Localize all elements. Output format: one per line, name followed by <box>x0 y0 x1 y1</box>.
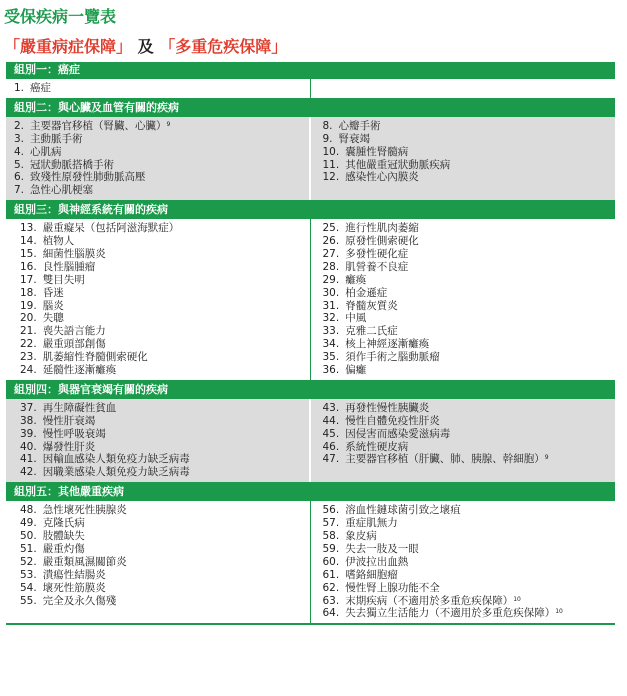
item-text: 系統性硬皮病 <box>345 440 409 453</box>
item-text: 細菌性腦膜炎 <box>42 248 106 261</box>
disease-item <box>6 543 310 556</box>
disease-item <box>311 312 616 325</box>
item-number: 36. <box>322 364 340 377</box>
item-number: 42. <box>20 466 37 479</box>
disease-item <box>6 146 309 159</box>
disease-table <box>6 62 615 625</box>
group-header: 組別一：癌症 <box>6 62 615 78</box>
item-number: 17. <box>20 273 37 286</box>
item-number: 4. <box>14 145 25 158</box>
item-number: 53. <box>20 568 37 581</box>
disease-item <box>311 530 616 543</box>
item-number: 29. <box>322 273 340 286</box>
item-number: 20. <box>20 312 37 325</box>
item-text: 感染性心內膜炎 <box>345 171 419 184</box>
item-text: 潰瘍性結腸炎 <box>42 568 106 581</box>
item-number: 49. <box>20 517 37 530</box>
item-number: 16. <box>20 260 37 273</box>
item-text: 心瓣手術 <box>338 119 381 132</box>
item-number: 62. <box>322 581 340 594</box>
item-text: 原發性側索硬化 <box>345 235 419 248</box>
item-text: 心肌病 <box>30 145 62 158</box>
item-number: 45. <box>322 427 340 440</box>
item-number: 43. <box>322 401 340 414</box>
item-number: 48. <box>20 504 37 517</box>
item-number: 15. <box>20 248 37 261</box>
item-number: 59. <box>322 542 340 555</box>
disease-item <box>6 364 310 377</box>
item-number: 57. <box>322 517 340 530</box>
disease-item <box>6 466 309 479</box>
disease-item <box>6 184 309 197</box>
item-text: 腦炎 <box>42 299 64 312</box>
item-text: 壞死性筋膜炎 <box>42 581 106 594</box>
item-text: 主要器官移植（肝臟、肺、胰腺、幹細胞） <box>345 453 545 466</box>
item-number: 14. <box>20 235 37 248</box>
disease-item <box>6 582 310 595</box>
item-text: 植物人 <box>42 235 75 248</box>
disease-item <box>6 415 309 428</box>
item-text: 腎衰竭 <box>338 132 371 145</box>
item-number: 3. <box>14 132 25 145</box>
item-number: 28. <box>322 260 340 273</box>
page-subtitle <box>4 34 287 57</box>
item-text: 囊腫性腎髓病 <box>345 145 409 158</box>
item-text: 克雅二氏症 <box>345 325 398 338</box>
group-body <box>6 218 615 382</box>
item-number: 63. <box>322 594 340 607</box>
item-number: 33. <box>322 325 340 338</box>
item-number: 60. <box>322 555 340 568</box>
group-header: 組別四：與器官衰竭有關的疾病 <box>6 382 615 398</box>
item-text: 喪失語言能力 <box>42 325 106 338</box>
disease-item <box>6 325 310 338</box>
disease-item <box>6 556 310 569</box>
disease-item <box>6 351 310 364</box>
item-number: 46. <box>322 440 340 453</box>
item-number: 51. <box>20 542 37 555</box>
disease-item <box>311 543 616 556</box>
item-number: 52. <box>20 555 37 568</box>
column-left <box>6 399 311 482</box>
item-text: 須作手術之腦動脈瘤 <box>345 351 440 364</box>
item-text: 失去一肢及一眼 <box>345 542 419 555</box>
disease-item <box>6 569 310 582</box>
disease-item <box>6 441 309 454</box>
group-body <box>6 500 615 625</box>
item-text: 冠狀動脈搭橋手術 <box>30 158 115 171</box>
item-number: 23. <box>20 351 37 364</box>
item-text: 再生障礙性貧血 <box>42 401 117 414</box>
disease-item <box>311 171 616 184</box>
disease-item <box>6 274 310 287</box>
item-text: 嚴重灼傷 <box>42 542 85 555</box>
disease-item <box>311 300 616 313</box>
item-text: 急性壞死性胰腺炎 <box>42 504 127 517</box>
column-left <box>6 117 311 200</box>
item-number: 5. <box>14 158 25 171</box>
column-left <box>6 501 311 623</box>
item-text: 失去獨立生活能力（不適用於多重危疾保障） <box>345 607 556 620</box>
item-number: 10. <box>322 145 340 158</box>
subtitle-conjunction: 及 <box>137 37 154 56</box>
item-number: 55. <box>20 594 37 607</box>
item-number: 44. <box>322 414 340 427</box>
disease-item <box>6 517 310 530</box>
item-text: 進行性肌肉萎縮 <box>345 222 419 235</box>
footnote-marker: 10 <box>513 595 521 603</box>
item-number: 12. <box>322 171 340 184</box>
item-text: 嚴重頭部創傷 <box>42 338 106 351</box>
item-number: 1. <box>14 82 25 94</box>
disease-item <box>311 402 616 415</box>
item-number: 30. <box>322 286 340 299</box>
footnote-marker: 9 <box>544 454 549 462</box>
item-number: 8. <box>322 119 333 132</box>
item-number: 56. <box>322 504 340 517</box>
item-number: 38. <box>20 414 37 427</box>
disease-item <box>311 556 616 569</box>
disease-item <box>6 133 309 146</box>
item-text: 因輸血感染人類免疫力缺乏病毒 <box>42 453 190 466</box>
column-right <box>311 79 616 98</box>
item-text: 致殘性原發性肺動脈高壓 <box>30 171 146 184</box>
page-title: 受保疾病一覽表 <box>4 7 117 26</box>
disease-item <box>6 595 310 608</box>
disease-item <box>6 428 309 441</box>
subtitle-part-2: 「多重危疾保障」 <box>159 37 288 56</box>
group-header: 組別五：其他嚴重疾病 <box>6 484 615 500</box>
disease-item <box>311 338 616 351</box>
disease-item <box>311 274 616 287</box>
item-text: 核上神經逐漸癱瘓 <box>345 338 430 351</box>
item-number: 13. <box>20 222 37 235</box>
item-text: 失聰 <box>42 312 64 325</box>
disease-item <box>6 453 309 466</box>
column-right <box>311 219 616 380</box>
disease-item <box>311 504 616 517</box>
disease-item <box>311 569 616 582</box>
item-number: 19. <box>20 299 37 312</box>
disease-item <box>311 133 616 146</box>
item-number: 21. <box>20 325 37 338</box>
item-text: 肌營養不良症 <box>345 260 409 273</box>
disease-item <box>6 171 309 184</box>
disease-item <box>311 582 616 595</box>
group-header: 組別二：與心臟及血管有關的疾病 <box>6 100 615 116</box>
item-number: 2. <box>14 119 25 132</box>
item-text: 克隆氏病 <box>42 517 85 530</box>
disease-item <box>311 607 616 620</box>
item-text: 伊波拉出血熱 <box>345 555 409 568</box>
item-text: 主要器官移植（腎臟、心臟） <box>30 119 167 132</box>
item-text: 脊髓灰質炎 <box>345 299 398 312</box>
item-text: 癱瘓 <box>345 273 367 286</box>
item-number: 54. <box>20 581 37 594</box>
item-number: 6. <box>14 171 25 184</box>
item-text: 慢性自體免疫性肝炎 <box>345 414 440 427</box>
item-text: 肌萎縮性脊髓側索硬化 <box>42 351 148 364</box>
item-text: 主動脈手術 <box>30 132 83 145</box>
item-number: 22. <box>20 338 37 351</box>
item-text: 溶血性鏈球菌引致之壞疽 <box>345 504 461 517</box>
item-number: 7. <box>14 184 25 197</box>
column-left <box>6 79 311 98</box>
disease-item <box>311 428 616 441</box>
item-number: 37. <box>20 401 37 414</box>
item-number: 18. <box>20 286 37 299</box>
disease-item <box>6 530 310 543</box>
item-text: 嚴重癡呆（包括阿滋海默症） <box>42 222 180 235</box>
item-number: 26. <box>322 235 340 248</box>
item-number: 61. <box>322 568 340 581</box>
item-number: 50. <box>20 530 37 543</box>
footnote-marker: 10 <box>555 608 563 616</box>
item-text: 偏癱 <box>345 364 367 377</box>
item-text: 急性心肌梗塞 <box>30 184 94 197</box>
item-number: 31. <box>322 299 340 312</box>
item-text: 昏迷 <box>42 286 64 299</box>
disease-item <box>311 159 616 172</box>
disease-item <box>6 300 310 313</box>
disease-item <box>311 517 616 530</box>
disease-item <box>311 351 616 364</box>
group-body <box>6 116 615 202</box>
disease-item <box>311 287 616 300</box>
disease-item <box>6 248 310 261</box>
item-number: 39. <box>20 427 37 440</box>
disease-item <box>6 222 310 235</box>
item-number: 32. <box>322 312 340 325</box>
item-text: 嚴重類風濕關節炎 <box>42 555 127 568</box>
column-left <box>6 219 311 380</box>
item-text: 再發性慢性胰臟炎 <box>345 401 430 414</box>
item-text: 中風 <box>345 312 367 325</box>
disease-item <box>311 325 616 338</box>
item-text: 癌症 <box>30 82 52 94</box>
disease-item <box>311 146 616 159</box>
item-text: 末期疾病（不適用於多重危疾保障） <box>345 594 514 607</box>
item-number: 25. <box>322 222 340 235</box>
item-number: 64. <box>322 607 340 620</box>
item-text: 慢性肝衰竭 <box>42 414 96 427</box>
item-text: 雙目失明 <box>42 273 85 286</box>
subtitle-part-1: 「嚴重病症保障」 <box>4 37 133 56</box>
item-text: 重症肌無力 <box>345 517 398 530</box>
disease-item <box>311 595 616 608</box>
item-number: 11. <box>322 158 340 171</box>
disease-item <box>6 82 310 95</box>
disease-item <box>6 402 309 415</box>
item-text: 良性腦腫瘤 <box>42 260 96 273</box>
item-text: 其他嚴重冠狀動脈疾病 <box>345 158 451 171</box>
disease-item <box>6 504 310 517</box>
disease-item <box>311 364 616 377</box>
item-text: 象皮病 <box>345 530 377 543</box>
item-text: 慢性腎上腺功能不全 <box>345 581 440 594</box>
disease-item <box>6 312 310 325</box>
item-text: 因職業感染人類免疫力缺乏病毒 <box>42 466 190 479</box>
item-text: 多發性硬化症 <box>345 248 409 261</box>
disease-item <box>311 261 616 274</box>
item-text: 爆發性肝炎 <box>42 440 96 453</box>
column-right <box>311 399 616 482</box>
disease-item <box>311 235 616 248</box>
item-text: 嗜鉻細胞瘤 <box>345 568 398 581</box>
disease-item <box>6 120 309 133</box>
item-number: 47. <box>322 453 340 466</box>
item-text: 延髓性逐漸癱瘓 <box>42 364 117 377</box>
group-body <box>6 78 615 100</box>
disease-item <box>6 159 309 172</box>
disease-item <box>311 248 616 261</box>
item-number: 24. <box>20 364 37 377</box>
disease-item <box>6 287 310 300</box>
column-right <box>311 501 616 623</box>
disease-item <box>6 261 310 274</box>
column-right <box>311 117 616 200</box>
item-number: 40. <box>20 440 37 453</box>
disease-item <box>311 120 616 133</box>
disease-item <box>311 415 616 428</box>
footnote-marker: 9 <box>166 120 171 128</box>
disease-item <box>6 338 310 351</box>
item-text: 因侵害而感染愛滋病毒 <box>345 427 451 440</box>
item-number: 41. <box>20 453 37 466</box>
disease-item <box>311 222 616 235</box>
item-text: 慢性呼吸衰竭 <box>42 427 106 440</box>
group-body <box>6 398 615 484</box>
group-header: 組別三：與神經系統有關的疾病 <box>6 202 615 218</box>
item-number: 9. <box>322 132 333 145</box>
item-text: 柏金遜症 <box>345 286 388 299</box>
item-number: 58. <box>322 530 340 543</box>
item-number: 35. <box>322 351 340 364</box>
item-text: 完全及永久傷殘 <box>42 594 117 607</box>
disease-item <box>311 453 616 466</box>
disease-item <box>6 235 310 248</box>
item-text: 肢體缺失 <box>42 530 85 543</box>
disease-item <box>311 441 616 454</box>
item-number: 34. <box>322 338 340 351</box>
item-number: 27. <box>322 248 340 261</box>
